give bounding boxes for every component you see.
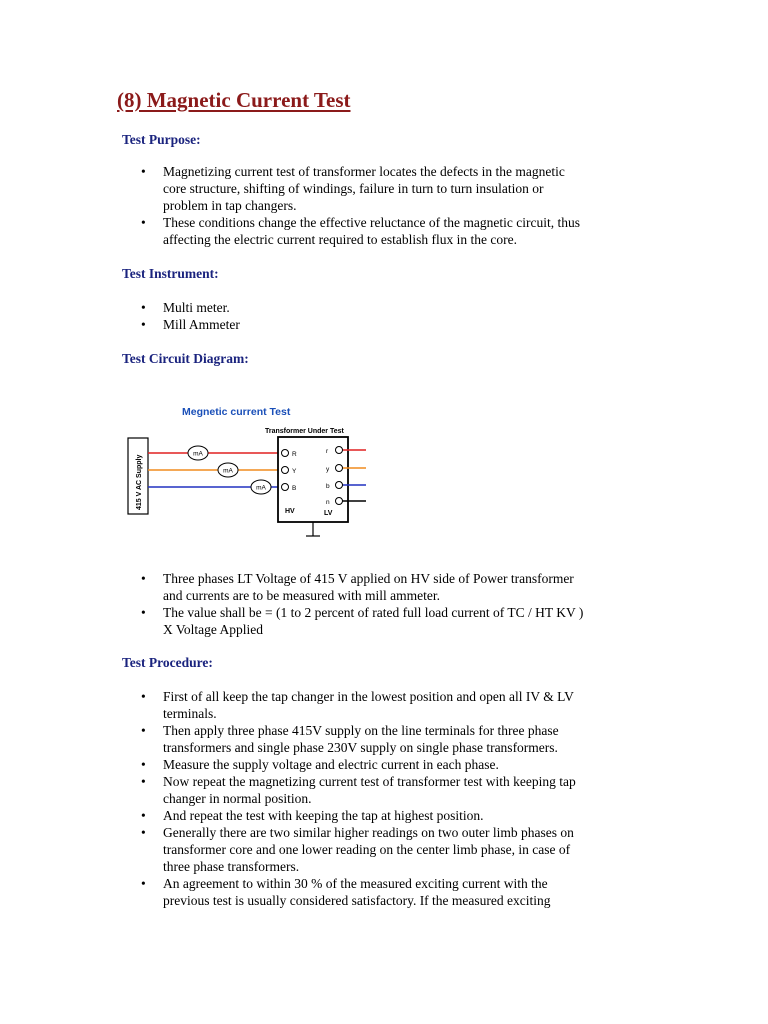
list-item bbox=[0, 722, 670, 756]
list-item-line: Now repeat the magnetizing current test of transformer test with keeping tap bbox=[163, 774, 576, 789]
page-title: (8) Magnetic Current Test bbox=[117, 88, 351, 112]
hv-label: HV bbox=[285, 508, 295, 515]
procedure-list bbox=[0, 688, 670, 909]
milliammeter-y-label: mA bbox=[223, 467, 233, 475]
transformer-under-test-label: Transformer Under Test bbox=[265, 428, 344, 435]
ac-supply-label: 415 V AC Supply bbox=[136, 454, 143, 510]
list-item bbox=[0, 316, 670, 333]
list-item bbox=[0, 807, 670, 824]
list-item-line: transformer core and one lower reading on the center limb phase, in case of bbox=[163, 842, 571, 857]
list-item bbox=[0, 163, 670, 214]
list-item bbox=[0, 299, 670, 316]
milliammeter-b-label: mA bbox=[256, 484, 266, 492]
list-item bbox=[0, 773, 670, 807]
list-item-line: X Voltage Applied bbox=[163, 622, 263, 637]
circuit-diagram bbox=[120, 398, 370, 548]
list-item-line: terminals. bbox=[163, 706, 217, 721]
list-item-line: Then apply three phase 415V supply on the line terminals for three phase bbox=[163, 723, 559, 738]
lv-label: LV bbox=[324, 510, 333, 517]
heading-test-purpose: Test Purpose: bbox=[122, 132, 201, 147]
list-item-line: problem in tap changers. bbox=[163, 198, 297, 213]
milliammeter-y bbox=[218, 463, 238, 477]
list-item-line: And repeat the test with keeping the tap at highest position. bbox=[163, 808, 484, 823]
lv-terminal-n-label: n bbox=[326, 499, 330, 506]
hv-terminal-b-label: B bbox=[292, 485, 297, 492]
list-item bbox=[0, 604, 670, 638]
diagram-title: Megnetic current Test bbox=[182, 406, 291, 418]
list-item-line: previous test is usually considered satisfactory. If the measured exciting bbox=[163, 893, 551, 908]
list-item-line: Measure the supply voltage and electric current in each phase. bbox=[163, 757, 499, 772]
list-item-line: Generally there are two similar higher readings on two outer limb phases on bbox=[163, 825, 574, 840]
list-item bbox=[0, 570, 670, 604]
list-item bbox=[0, 214, 670, 248]
list-item-line: three phase transformers. bbox=[163, 859, 300, 874]
hv-terminal-y-label: Y bbox=[292, 468, 297, 475]
milliammeter-r bbox=[188, 446, 208, 460]
list-item-line: transformers and single phase 230V supply on single phase transformers. bbox=[163, 740, 558, 755]
list-item-line: An agreement to within 30 % of the measured exciting current with the bbox=[163, 876, 548, 891]
heading-test-instrument: Test Instrument: bbox=[122, 266, 219, 281]
list-item bbox=[0, 875, 670, 909]
list-item-line: changer in normal position. bbox=[163, 791, 312, 806]
list-item-line: core structure, shifting of windings, failure in turn to turn insulation or bbox=[163, 181, 544, 196]
list-item bbox=[0, 688, 670, 722]
list-item bbox=[0, 824, 670, 875]
list-item-line: First of all keep the tap changer in the lowest position and open all IV & LV bbox=[163, 689, 574, 704]
lv-terminal-b-label: b bbox=[326, 483, 330, 490]
lv-terminal-r-label: r bbox=[326, 448, 329, 455]
circuit-notes-list bbox=[0, 570, 670, 638]
list-item-line: Mill Ammeter bbox=[163, 317, 240, 332]
list-item-line: Magnetizing current test of transformer locates the defects in the magnetic bbox=[163, 164, 565, 179]
list-item-line: These conditions change the effective reluctance of the magnetic circuit, thus bbox=[163, 215, 580, 230]
list-item bbox=[0, 756, 670, 773]
list-item-line: The value shall be = (1 to 2 percent of rated full load current of TC / HT KV ) bbox=[163, 605, 584, 620]
heading-test-circuit-diagram: Test Circuit Diagram: bbox=[122, 351, 249, 366]
lv-terminal-y-label: y bbox=[326, 466, 330, 473]
hv-terminal-r-label: R bbox=[292, 451, 297, 458]
milliammeter-b bbox=[251, 480, 271, 494]
list-item-line: Multi meter. bbox=[163, 300, 230, 315]
purpose-list bbox=[0, 163, 670, 248]
list-item-line: affecting the electric current required to establish flux in the core. bbox=[163, 232, 517, 247]
list-item-line: Three phases LT Voltage of 415 V applied on HV side of Power transformer bbox=[163, 571, 574, 586]
heading-test-procedure: Test Procedure: bbox=[122, 655, 213, 670]
list-item-line: and currents are to be measured with mill ammeter. bbox=[163, 588, 441, 603]
milliammeter-r-label: mA bbox=[193, 450, 203, 458]
instrument-list bbox=[0, 299, 670, 333]
